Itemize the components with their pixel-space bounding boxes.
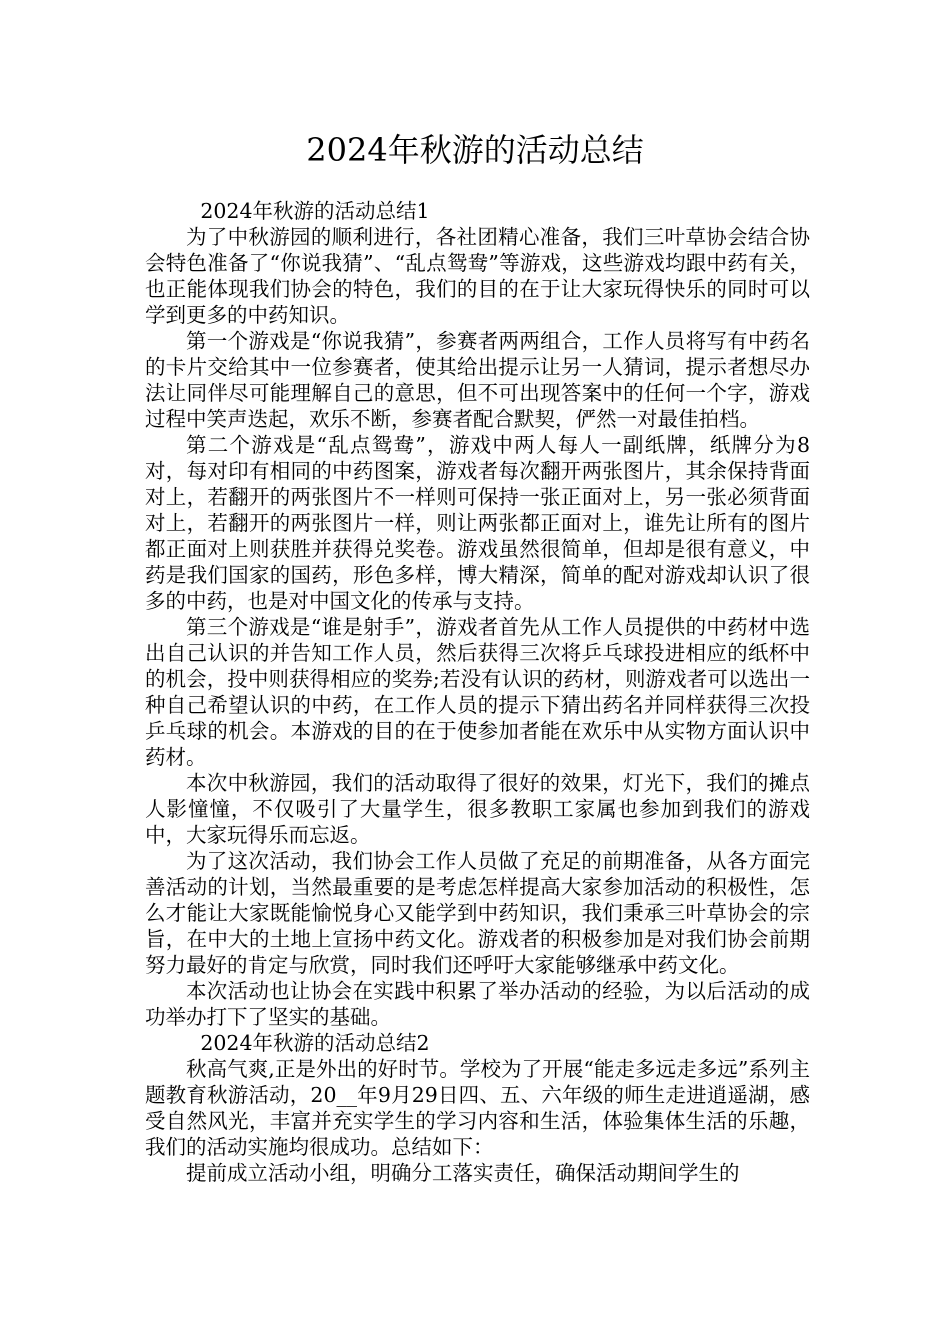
paragraph: 第二个游戏是“乱点鸳鸯”，游戏中两人每人一副纸牌，纸牌分为8对，每对印有相同的中药图案，游戏者每次翻开两张图片，其余保持背面对上，若翻开的两张图片不一样则可保持一张正面对上，另一张必须背面对上，若翻开的两张图片一样，则让两张都正面对上，谁先让所有的图片都正面对上则获胜并获得兑奖卷。游戏虽然很简单，但却是很有意义，中药是我们国家的国药，形色多样，博大精深，简单的配对游戏却认识了很多的中药，也是对中国文化的传承与支持。 xyxy=(145,433,810,613)
section-heading: 2024年秋游的活动总结1 xyxy=(200,199,430,223)
paragraph: 本次中秋游园，我们的活动取得了很好的效果，灯光下，我们的摊点人影憧憧，不仅吸引了大量学生，很多教职工家属也参加到我们的游戏中，大家玩得乐而忘返。 xyxy=(145,771,810,847)
paragraph: 第三个游戏是“谁是射手”，游戏者首先从工作人员提供的中药材中选出自己认识的并告知工作人员，然后获得三次将乒乓球投进相应的纸杯中的机会，投中则获得相应的奖券;若没有认识的药材，则游戏者可以选出一种自己希望认识的中药，在工作人员的提示下猜出药名并同样获得三次投乒乓球的机会。本游戏的目的在于使参加者能在欢乐中从实物方面认识中药材。 xyxy=(145,615,810,769)
paragraph: 秋高气爽,正是外出的好时节。学校为了开展“能走多远走多远”系列主题教育秋游活动，20__年9月29日四、五、六年级的师生走进逍遥湖，感受自然风光，丰富并充实学生的学习内容和生活，体验集体生活的乐趣，我们的活动实施均很成功。总结如下： xyxy=(145,1057,810,1159)
section-heading: 2024年秋游的活动总结2 xyxy=(200,1031,430,1055)
paragraph: 提前成立活动小组，明确分工落实责任，确保活动期间学生的 xyxy=(186,1161,740,1185)
paragraph: 为了中秋游园的顺利进行，各社团精心准备，我们三叶草协会结合协会特色准备了“你说我猜”、“乱点鸳鸯”等游戏，这些游戏均跟中药有关，也正能体现我们协会的特色，我们的目的在于让大家玩得快乐的同时可以学到更多的中药知识。 xyxy=(145,225,810,327)
document-title: 2024年秋游的活动总结 xyxy=(306,131,644,169)
paragraph: 本次活动也让协会在实践中积累了举办活动的经验，为以后活动的成功举办打下了坚实的基础。 xyxy=(145,979,810,1029)
paragraph: 为了这次活动，我们协会工作人员做了充足的前期准备，从各方面完善活动的计划，当然最重要的是考虑怎样提高大家参加活动的积极性，怎么才能让大家既能愉悦身心又能学到中药知识，我们秉承三叶草协会的宗旨，在中大的土地上宣扬中药文化。游戏者的积极参加是对我们协会前期努力最好的肯定与欣赏，同时我们还呼吁大家能够继承中药文化。 xyxy=(145,849,810,977)
paragraph: 第一个游戏是“你说我猜”，参赛者两两组合，工作人员将写有中药名的卡片交给其中一位参赛者，使其给出提示让另一人猜词，提示者想尽办法让同伴尽可能理解自己的意思，但不可出现答案中的任何一个字，游戏过程中笑声迭起，欢乐不断，参赛者配合默契，俨然一对最佳拍档。 xyxy=(145,329,810,431)
document-body xyxy=(145,198,810,1186)
